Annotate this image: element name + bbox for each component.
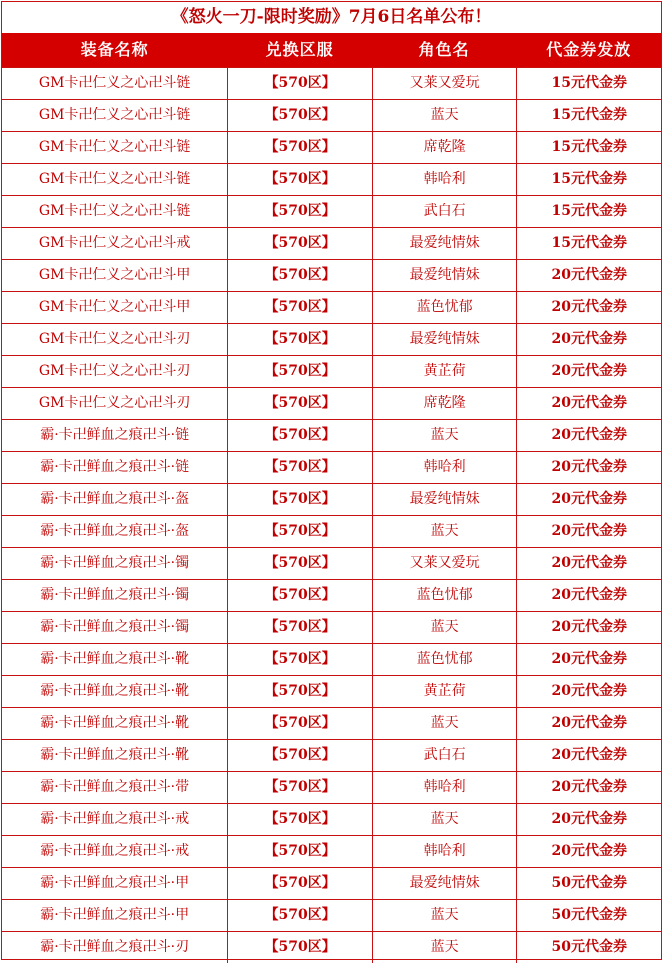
cell-server: 【570区】 [227,292,372,323]
cell-character-name: 黄芷荷 [372,676,517,707]
cell-equipment-name: GM卡卍仁义之心卍斗刃 [38,331,191,347]
cell-voucher: 20元代金券 [516,324,661,355]
table-row [2,643,661,675]
cell-voucher: 15元代金券 [516,68,661,99]
cell-server: 【570区】 [227,932,372,963]
cell-server: 【570区】 [227,708,372,739]
table-row [2,835,661,867]
cell-voucher: 15元代金券 [516,132,661,163]
cell-character-name: 韩哈利 [372,772,517,803]
cell-voucher: 20元代金券 [516,804,661,835]
cell-character-name: 又莱又爱玩 [372,68,517,99]
cell-equipment-name: 霸·卡卍鲜血之痕卍斗·甲 [40,907,190,923]
cell-server: 【570区】 [227,900,372,931]
table-row [2,515,661,547]
table-row [2,739,661,771]
table-row [2,355,661,387]
cell-server: 【570区】 [227,68,372,99]
cell-equipment-name: 霸·卡卍鲜血之痕卍斗·镯 [40,619,190,635]
cell-server: 【570区】 [227,484,372,515]
table-row [2,547,661,579]
cell-equipment-name: 霸·卡卍鲜血之痕卍斗·戒 [40,843,190,859]
header-character-name: 角色名 [418,40,470,59]
cell-server: 【570区】 [227,836,372,867]
cell-equipment-name: GM卡卍仁义之心卍斗链 [38,171,191,187]
cell-character-name: 武白石 [372,740,517,771]
table-row [2,323,661,355]
cell-voucher: 20元代金券 [516,484,661,515]
cell-server: 【570区】 [227,228,372,259]
cell-character-name: 蓝天 [372,708,517,739]
cell-voucher: 20元代金券 [516,420,661,451]
page-title: 《怒火一刀-限时奖励》7月6日名单公布！ [171,7,492,27]
cell-equipment-name: 霸·卡卍鲜血之痕卍斗·刃 [40,939,190,955]
cell-equipment-name: 霸·卡卍鲜血之痕卍斗·镯 [40,587,190,603]
cell-equipment-name: 霸·卡卍鲜血之痕卍斗·靴 [40,715,190,731]
cell-character-name: 蓝天 [372,900,517,931]
cell-voucher: 20元代金券 [516,356,661,387]
cell-character-name: 蓝天 [372,612,517,643]
cell-equipment-name: 霸·卡卍鲜血之痕卍斗·靴 [40,651,190,667]
cell-character-name: 最爱纯情妹 [372,260,517,291]
cell-server: 【570区】 [227,772,372,803]
cell-voucher: 50元代金券 [516,932,661,963]
cell-equipment-name: 霸·卡卍鲜血之痕卍斗·带 [40,779,190,795]
cell-equipment-name: 霸·卡卍鲜血之痕卍斗·盔 [40,523,190,539]
cell-equipment-name: 霸·卡卍鲜血之痕卍斗·靴 [40,683,190,699]
cell-voucher: 20元代金券 [516,708,661,739]
cell-character-name: 蓝天 [372,804,517,835]
cell-voucher: 50元代金券 [516,900,661,931]
cell-voucher: 15元代金券 [516,196,661,227]
cell-equipment-name: GM卡卍仁义之心卍斗刃 [38,395,191,411]
cell-voucher: 20元代金券 [516,516,661,547]
cell-server: 【570区】 [227,164,372,195]
cell-equipment-name: 霸·卡卍鲜血之痕卍斗·靴 [40,747,190,763]
cell-server: 【570区】 [227,804,372,835]
cell-character-name: 蓝色忧郁 [372,580,517,611]
cell-equipment-name: GM卡卍仁义之心卍斗戒 [38,235,191,251]
cell-voucher: 15元代金券 [516,164,661,195]
cell-server: 【570区】 [227,324,372,355]
table-body [2,67,661,963]
table-row [2,195,661,227]
cell-voucher: 20元代金券 [516,612,661,643]
cell-voucher: 20元代金券 [516,388,661,419]
cell-voucher: 20元代金券 [516,260,661,291]
cell-character-name: 韩哈利 [372,836,517,867]
table-row [2,899,661,931]
cell-character-name: 蓝色忧郁 [372,292,517,323]
cell-voucher: 20元代金券 [516,740,661,771]
cell-server: 【570区】 [227,612,372,643]
cell-server: 【570区】 [227,868,372,899]
table-row [2,387,661,419]
cell-equipment-name: 霸·卡卍鲜血之痕卍斗·盔 [40,491,190,507]
table-row [2,483,661,515]
cell-server: 【570区】 [227,260,372,291]
table-row [2,227,661,259]
cell-character-name: 最爱纯情妹 [372,228,517,259]
cell-voucher: 20元代金券 [516,292,661,323]
cell-character-name: 韩哈利 [372,452,517,483]
cell-character-name: 最爱纯情妹 [372,484,517,515]
table-row [2,163,661,195]
cell-character-name: 蓝天 [372,420,517,451]
cell-voucher: 20元代金券 [516,548,661,579]
table-row [2,419,661,451]
table-row [2,67,661,99]
table-row [2,707,661,739]
cell-character-name: 最爱纯情妹 [372,868,517,899]
table-row [2,931,661,963]
cell-character-name: 蓝天 [372,932,517,963]
cell-character-name: 又莱又爱玩 [372,548,517,579]
cell-server: 【570区】 [227,452,372,483]
cell-voucher: 20元代金券 [516,676,661,707]
header-voucher: 代金券发放 [546,40,632,59]
cell-equipment-name: GM卡卍仁义之心卍斗链 [38,139,191,155]
cell-character-name: 黄芷荷 [372,356,517,387]
cell-server: 【570区】 [227,132,372,163]
table-row [2,579,661,611]
cell-character-name: 武白石 [372,196,517,227]
table-row [2,803,661,835]
cell-character-name: 蓝天 [372,100,517,131]
cell-server: 【570区】 [227,420,372,451]
cell-server: 【570区】 [227,676,372,707]
cell-character-name: 蓝天 [372,516,517,547]
cell-server: 【570区】 [227,548,372,579]
table-row [2,451,661,483]
table-row [2,771,661,803]
cell-server: 【570区】 [227,356,372,387]
table-row [2,291,661,323]
cell-equipment-name: 霸·卡卍鲜血之痕卍斗·镯 [40,555,190,571]
cell-server: 【570区】 [227,388,372,419]
table-row [2,611,661,643]
cell-equipment-name: GM卡卍仁义之心卍斗刃 [38,363,191,379]
cell-voucher: 20元代金券 [516,644,661,675]
cell-equipment-name: 霸·卡卍鲜血之痕卍斗·链 [40,427,190,443]
cell-voucher: 20元代金券 [516,580,661,611]
cell-server: 【570区】 [227,516,372,547]
cell-equipment-name: GM卡卍仁义之心卍斗链 [38,203,191,219]
cell-voucher: 15元代金券 [516,228,661,259]
cell-character-name: 最爱纯情妹 [372,324,517,355]
header-server: 兑换区服 [265,40,334,59]
table-header [2,33,661,67]
cell-voucher: 15元代金券 [516,100,661,131]
cell-server: 【570区】 [227,740,372,771]
cell-equipment-name: GM卡卍仁义之心卍斗甲 [38,299,191,315]
cell-server: 【570区】 [227,100,372,131]
cell-equipment-name: 霸·卡卍鲜血之痕卍斗·戒 [40,811,190,827]
cell-voucher: 20元代金券 [516,772,661,803]
cell-character-name: 席乾隆 [372,388,517,419]
reward-list-sheet [1,1,662,960]
cell-voucher: 20元代金券 [516,836,661,867]
cell-character-name: 韩哈利 [372,164,517,195]
cell-server: 【570区】 [227,644,372,675]
cell-character-name: 蓝色忧郁 [372,644,517,675]
cell-character-name: 席乾隆 [372,132,517,163]
table-row [2,867,661,899]
cell-equipment-name: 霸·卡卍鲜血之痕卍斗·链 [40,459,190,475]
cell-equipment-name: GM卡卍仁义之心卍斗链 [38,107,191,123]
table-row [2,259,661,291]
cell-voucher: 20元代金券 [516,452,661,483]
cell-voucher: 50元代金券 [516,868,661,899]
cell-server: 【570区】 [227,196,372,227]
cell-server: 【570区】 [227,580,372,611]
table-row [2,675,661,707]
cell-equipment-name: GM卡卍仁义之心卍斗甲 [38,267,191,283]
table-row [2,131,661,163]
cell-equipment-name: GM卡卍仁义之心卍斗链 [38,75,191,91]
table-row [2,99,661,131]
cell-equipment-name: 霸·卡卍鲜血之痕卍斗·甲 [40,875,190,891]
header-equipment-name: 装备名称 [80,40,149,59]
